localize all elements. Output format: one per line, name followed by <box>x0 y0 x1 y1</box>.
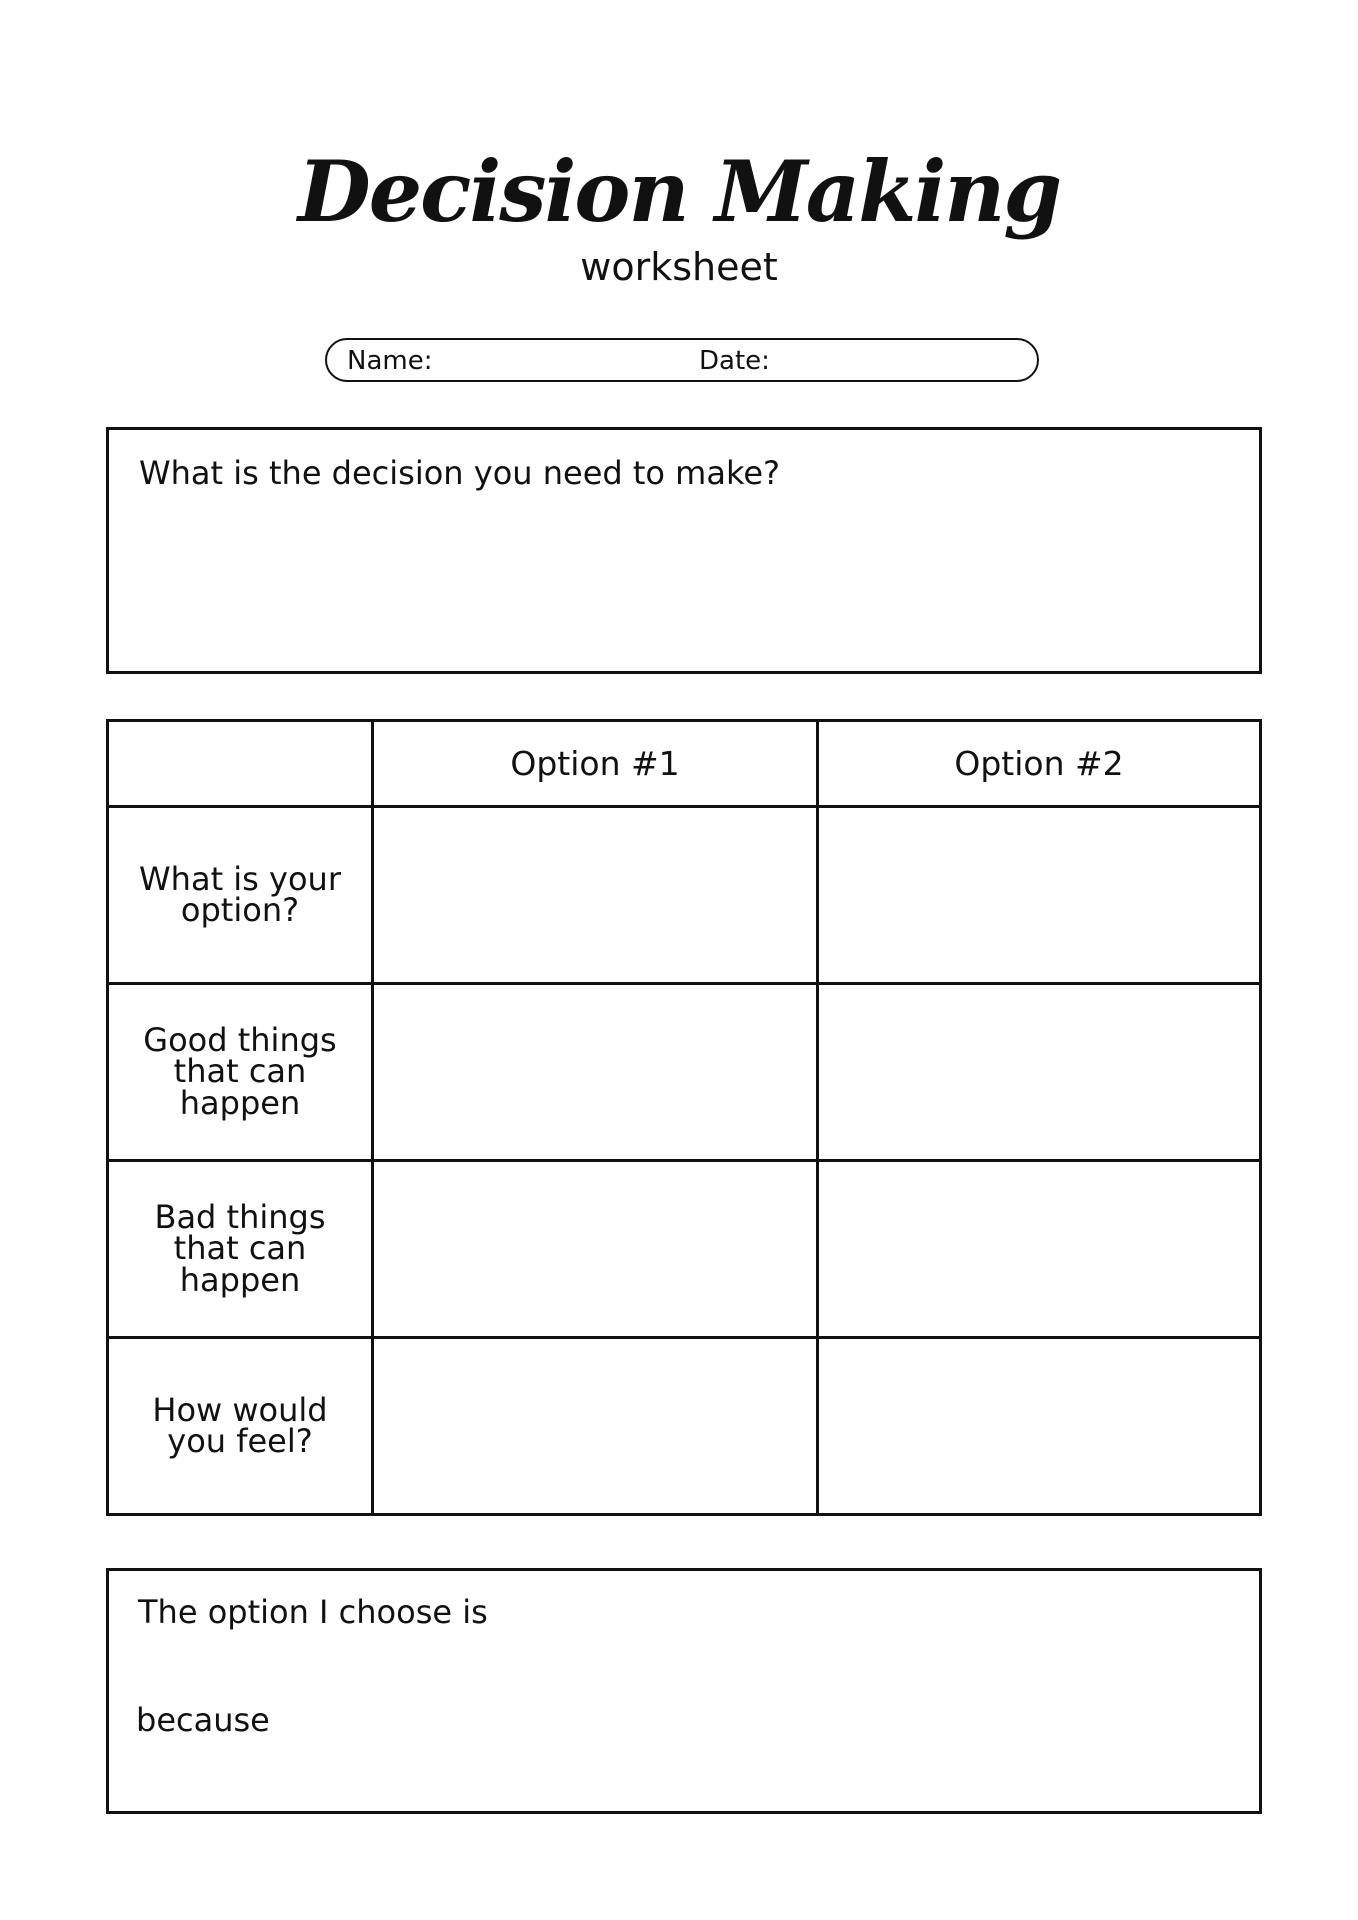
because-prompt: because <box>136 1701 270 1739</box>
choice-box[interactable] <box>106 1568 1262 1814</box>
column-header-option-2: Option #2 <box>819 722 1259 808</box>
decision-box[interactable] <box>106 427 1262 674</box>
option-2-bad-things-cell[interactable] <box>819 1162 1259 1339</box>
page-title: Decision Making <box>297 142 1061 241</box>
option-1-how-feel-cell[interactable] <box>374 1339 819 1513</box>
name-label: Name: <box>347 346 433 376</box>
option-1-what-is-option-cell[interactable] <box>374 808 819 985</box>
name-date-bar <box>325 338 1039 382</box>
decision-prompt: What is the decision you need to make? <box>139 454 780 492</box>
column-header-option-1: Option #1 <box>374 722 819 808</box>
choice-prompt: The option I choose is <box>138 1593 488 1631</box>
options-table <box>106 719 1262 1516</box>
table-corner-cell <box>109 722 374 808</box>
date-label: Date: <box>699 346 770 376</box>
option-2-how-feel-cell[interactable] <box>819 1339 1259 1513</box>
option-2-what-is-option-cell[interactable] <box>819 808 1259 985</box>
row-label-how-feel: How would you feel? <box>109 1339 374 1513</box>
row-label-bad-things: Bad things that can happen <box>109 1162 374 1339</box>
option-1-bad-things-cell[interactable] <box>374 1162 819 1339</box>
row-label-what-is-option: What is your option? <box>109 808 374 985</box>
option-2-good-things-cell[interactable] <box>819 985 1259 1162</box>
row-label-good-things: Good things that can happen <box>109 985 374 1162</box>
page-subtitle: worksheet <box>580 245 778 289</box>
option-1-good-things-cell[interactable] <box>374 985 819 1162</box>
